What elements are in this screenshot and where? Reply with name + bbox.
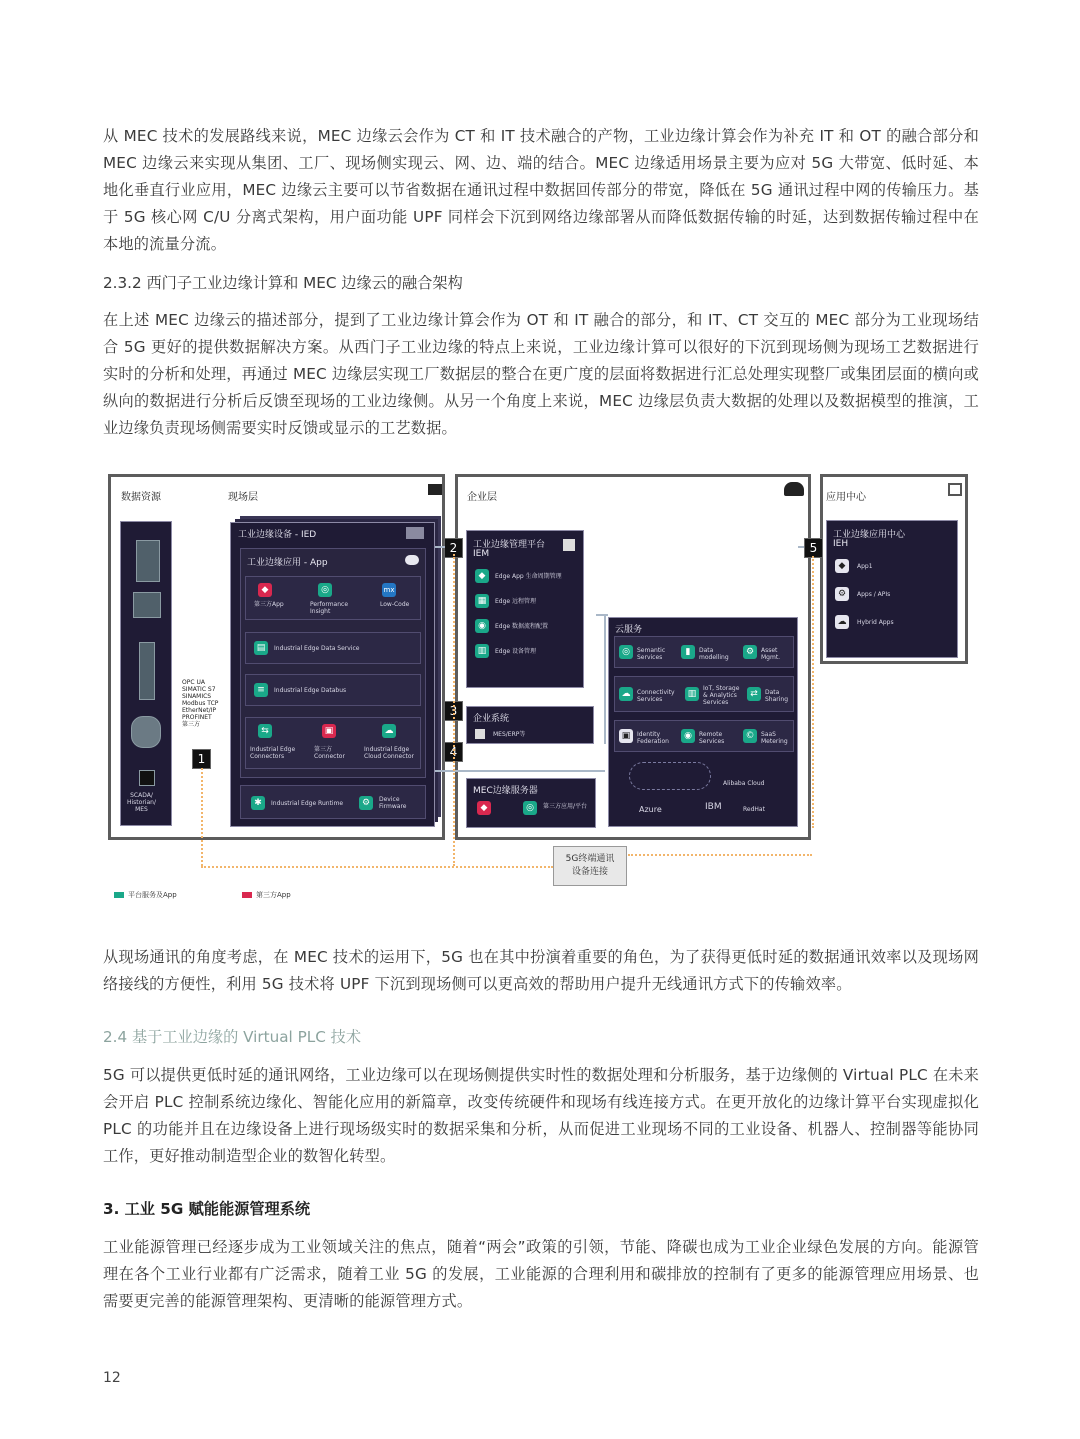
iem-box <box>466 530 584 688</box>
docker-icon <box>405 555 419 565</box>
cloud-item-sharing: Data Sharing <box>765 689 789 703</box>
paragraph-mec-roadmap: 从 MEC 技术的发展路线来说，MEC 边缘云会作为 CT 和 IT 技术融合的产物，工业边缘计算会作为补充 IT 和 OT 的融合部分和 MEC 边缘云来实现从集团、工厂、现场侧实现云、网、边、端的结合。MEC 边缘适用场景主要为应对 5G 大带宽、低时延、本地化垂直行业应用，MEC 边缘云主要可以节省数据在通讯过程中数据回传部分的带宽，降低在 5G 通讯过程中网的传输压力。基于 5G 核心网 C/U 分离式架构，用户面功能 UPF 同样会下沉到网络边缘部署从而降低数据传输的时延，达到数据传输过程中在本地的流量分流。 <box>103 127 979 253</box>
iem-item-lifecycle: Edge App 生命周期管理 <box>495 573 562 580</box>
enterprise-system-item: MES/ERP等 <box>493 731 526 738</box>
connector-label: Industrial Edge Connectors <box>250 746 296 760</box>
apis-icon: ⚙ <box>835 587 849 601</box>
mec-app-icon: ◎ <box>523 801 537 815</box>
section-heading-2-3-2: 2.3.2 西门子工业边缘计算和 MEC 边缘云的融合架构 <box>103 274 463 292</box>
marker-1: 1 <box>192 749 211 769</box>
cloud-services-box <box>608 617 798 827</box>
runtime-icon: ✱ <box>251 796 265 810</box>
marker-4: 4 <box>444 742 463 762</box>
databus-icon: ≡ <box>254 683 268 697</box>
data-source-column <box>120 521 172 826</box>
performance-insight-icon: ◎ <box>318 583 332 597</box>
provider-azure: Azure <box>639 805 662 814</box>
ied-box <box>230 522 435 827</box>
databus-label: Industrial Edge Databus <box>274 687 347 694</box>
flow-icon: ◉ <box>475 619 489 633</box>
saas-icon: © <box>743 729 757 743</box>
panel-title-app-center: 应用中心 <box>826 492 866 503</box>
marker-2: 2 <box>444 538 463 558</box>
databus-row <box>245 674 421 706</box>
app-title: 工业边缘应用 - App <box>247 558 328 568</box>
cloud-connector-label: Industrial Edge Cloud Connector <box>364 746 414 760</box>
cloud-item-modelling: Data modelling <box>699 647 729 661</box>
dotted-link <box>812 556 814 828</box>
scada-icon <box>139 770 155 786</box>
paragraph-fusion-architecture: 在上述 MEC 边缘云的描述部分，提到了工业边缘计算会作为 OT 和 IT 融合的部分，和 IT、CT 交互的 MEC 部分为工业现场结合 5G 更好的提供数据解决方案。从西门子工业边缘的特点上来说，工业边缘计算可以很好的下沉到现场侧为现场工艺数据进行实时的分析和处理，再通过 MEC 边缘层实现工厂数据层的整合在更广度的层面将数据进行汇总处理实现整厂或集团层面的横向或纵向的数据进行分析后反馈至现场的工业边缘侧。从另一个角度上来说，MEC 边缘层负责大数据的处理以及数据模型的推演，工业边缘负责现场侧需要实时反馈或显示的工艺数据。 <box>103 311 979 437</box>
iah-subtitle: IEH <box>833 539 849 549</box>
panel-title-enterprise: 企业层 <box>467 492 497 503</box>
iot-icon: ▥ <box>685 687 699 701</box>
hmi-device-icon <box>133 592 161 618</box>
motor-device-icon <box>131 716 161 748</box>
app1-icon: ◆ <box>835 559 849 573</box>
iah-item-apis: Apps / APIs <box>857 591 891 598</box>
enterprise-system-title: 企业系统 <box>473 714 510 724</box>
runtime-row <box>240 785 426 819</box>
architecture-diagram <box>108 474 978 914</box>
dotted-link <box>201 866 553 868</box>
app-label-third-party: 第三方App <box>254 601 284 608</box>
runtime-label: Industrial Edge Runtime <box>271 800 344 807</box>
dotted-link <box>628 854 812 856</box>
firmware-label: Device Firmware <box>379 796 407 810</box>
iah-item-app1: App1 <box>857 563 873 570</box>
data-sharing-icon: ⇄ <box>747 687 761 701</box>
identity-icon: ▣ <box>619 729 633 743</box>
paragraph-virtual-plc: 5G 可以提供更低时延的通讯网络，工业边缘可以在现场侧提供实时性的数据处理和分析服务，基于边缘侧的 Virtual PLC 在未来会开启 PLC 控制系统边缘化、智能化应用的新篇章，改变传统硬件和现场有线连接方式。在更开放化的边缘计算平台实现虚拟化 PLC 的功能并且在边缘设备上进行现场级实时的数据采集和分析，从而促进工业现场不同的工业设备、机器人、控制器等能协同工作，更好推动制造型企业的数智化转型。 <box>103 1066 979 1165</box>
mec-server-box <box>466 778 596 828</box>
page-number: 12 <box>103 1370 121 1386</box>
protocols-label: OPC UA SIMATIC S7 SINAMICS Modbus TCP EtherNet/IP PROFINET 第三方 <box>182 679 219 728</box>
plc-device-icon <box>136 540 160 582</box>
marker-5: 5 <box>804 538 823 558</box>
legend-red-label: 第三方App <box>256 891 291 899</box>
cloud-row-1 <box>614 636 794 668</box>
enterprise-system-box <box>466 706 594 744</box>
marker-3: 3 <box>444 701 463 721</box>
paragraph-energy-management: 工业能源管理已经逐步成为工业领域关注的焦点，随着“两会”政策的引领，节能、降碳也成为工业企业绿色发展的方向。能源管理在各个工业行业都有广泛需求，随着工业 5G 的发展，工业能源的合理利用和碳排放的控制有了更多的能源管理应用场景、也需要更完善的能源管理架构、更清晰的能源管理方式。 <box>103 1238 979 1310</box>
third-party-app-icon: ◆ <box>258 583 272 597</box>
iem-gear-icon <box>563 539 575 551</box>
iah-box <box>826 520 958 658</box>
legend-red-swatch <box>242 892 252 898</box>
iah-item-hybrid: Hybrid Apps <box>857 619 894 626</box>
dotted-link <box>201 768 203 866</box>
iem-item-flow: Edge 数据流程配置 <box>495 623 549 630</box>
app-label-performance-insight: Performance Insight <box>310 601 349 615</box>
cart-icon <box>948 483 962 496</box>
scada-label: SCADA/ Historian/ MES <box>127 792 156 813</box>
app-row <box>245 576 421 620</box>
paragraph-5g-role: 从现场通讯的角度考虑，在 MEC 技术的运用下，5G 也在其中扮演着重要的角色，为了获得更低时延的数据通讯效率以及现场网络接线的方便性，利用 5G 技术将 UPF 下沉到现场侧可以更高效的帮助用户提升无线通讯方式下的传输效率。 <box>103 948 979 993</box>
iem-item-remote: Edge 远程管理 <box>495 598 537 605</box>
provider-redhat: RedHat <box>743 806 765 813</box>
data-service-label: Industrial Edge Data Service <box>274 645 360 652</box>
data-service-row <box>245 632 421 664</box>
iem-subtitle: IEM <box>473 549 490 559</box>
app-label-low-code: Low-Code <box>380 601 410 608</box>
cloud-connector-icon: ☁ <box>382 724 396 738</box>
mec-third-party-icon: ◆ <box>477 801 491 815</box>
legend-green-label: 平台服务及App <box>128 891 177 899</box>
link-line <box>435 770 605 772</box>
low-code-icon: mx <box>382 583 396 597</box>
third-party-connector-label: 第三方 Connector <box>314 746 345 760</box>
app-container <box>240 548 426 778</box>
cloud-item-saas: SaaS Metering <box>761 731 788 745</box>
firmware-icon: ⚙ <box>359 796 373 810</box>
cloud-item-semantic: Semantic Services <box>637 647 666 661</box>
cloud-network-graphic <box>629 762 711 790</box>
cloud-row-3 <box>614 720 794 752</box>
cloud-item-connectivity: Connectivity Services <box>637 689 675 703</box>
iem-item-device: Edge 设备管理 <box>495 648 537 655</box>
dotted-link <box>453 554 455 866</box>
cloud-item-asset: Asset Mgmt. <box>761 647 781 661</box>
lifecycle-icon: ◆ <box>475 569 489 583</box>
ied-title: 工业边缘设备 - IED <box>238 530 317 540</box>
remote-services-icon: ◉ <box>681 729 695 743</box>
cloud-title: 云服务 <box>615 625 643 635</box>
panel-title-data-source: 数据资源 <box>121 492 161 503</box>
legend-green-swatch <box>114 892 124 898</box>
hybrid-icon: ☁ <box>835 615 849 629</box>
connector-icon: ⇆ <box>258 724 272 738</box>
cloud-item-iot: IoT, Storage & Analytics Services <box>703 685 740 706</box>
panel-title-field: 现场层 <box>228 492 258 503</box>
cloud-icon <box>784 482 804 496</box>
provider-ibm: IBM <box>705 802 722 812</box>
connectivity-icon: ☁ <box>619 687 633 701</box>
asset-icon: ⚙ <box>743 645 757 659</box>
cloud-item-remote: Remote Services <box>699 731 725 745</box>
device-mgmt-icon: ▥ <box>475 644 489 658</box>
link-line <box>798 546 804 548</box>
link-line <box>596 614 608 616</box>
link-line <box>604 614 606 744</box>
connectors-row <box>245 717 421 769</box>
link-line <box>435 546 445 548</box>
cloud-item-identity: Identity Federation <box>637 731 669 745</box>
database-icon <box>475 729 485 739</box>
terminal-box: 5G终端通讯 设备连接 <box>553 846 627 886</box>
semantic-icon: ◎ <box>619 645 633 659</box>
server-icon <box>406 527 424 539</box>
cloud-row-2 <box>614 676 794 712</box>
section-heading-2-4: 2.4 基于工业边缘的 Virtual PLC 技术 <box>103 1028 362 1046</box>
mec-title: MEC边缘服务器 <box>473 786 538 796</box>
factory-icon <box>428 484 442 495</box>
drive-device-icon <box>139 642 155 700</box>
data-service-icon: ▤ <box>254 641 268 655</box>
mec-item: 第三方应用/平台 <box>543 803 588 810</box>
provider-alibaba: Alibaba Cloud <box>723 780 765 787</box>
iem-title: 工业边缘管理平台 <box>473 540 546 550</box>
iah-title: 工业边缘应用中心 <box>833 530 906 540</box>
third-party-connector-icon: ▣ <box>322 724 336 738</box>
remote-icon: ▦ <box>475 594 489 608</box>
section-heading-3: 3. 工业 5G 赋能能源管理系统 <box>103 1200 311 1218</box>
data-modelling-icon: ▮ <box>681 645 695 659</box>
